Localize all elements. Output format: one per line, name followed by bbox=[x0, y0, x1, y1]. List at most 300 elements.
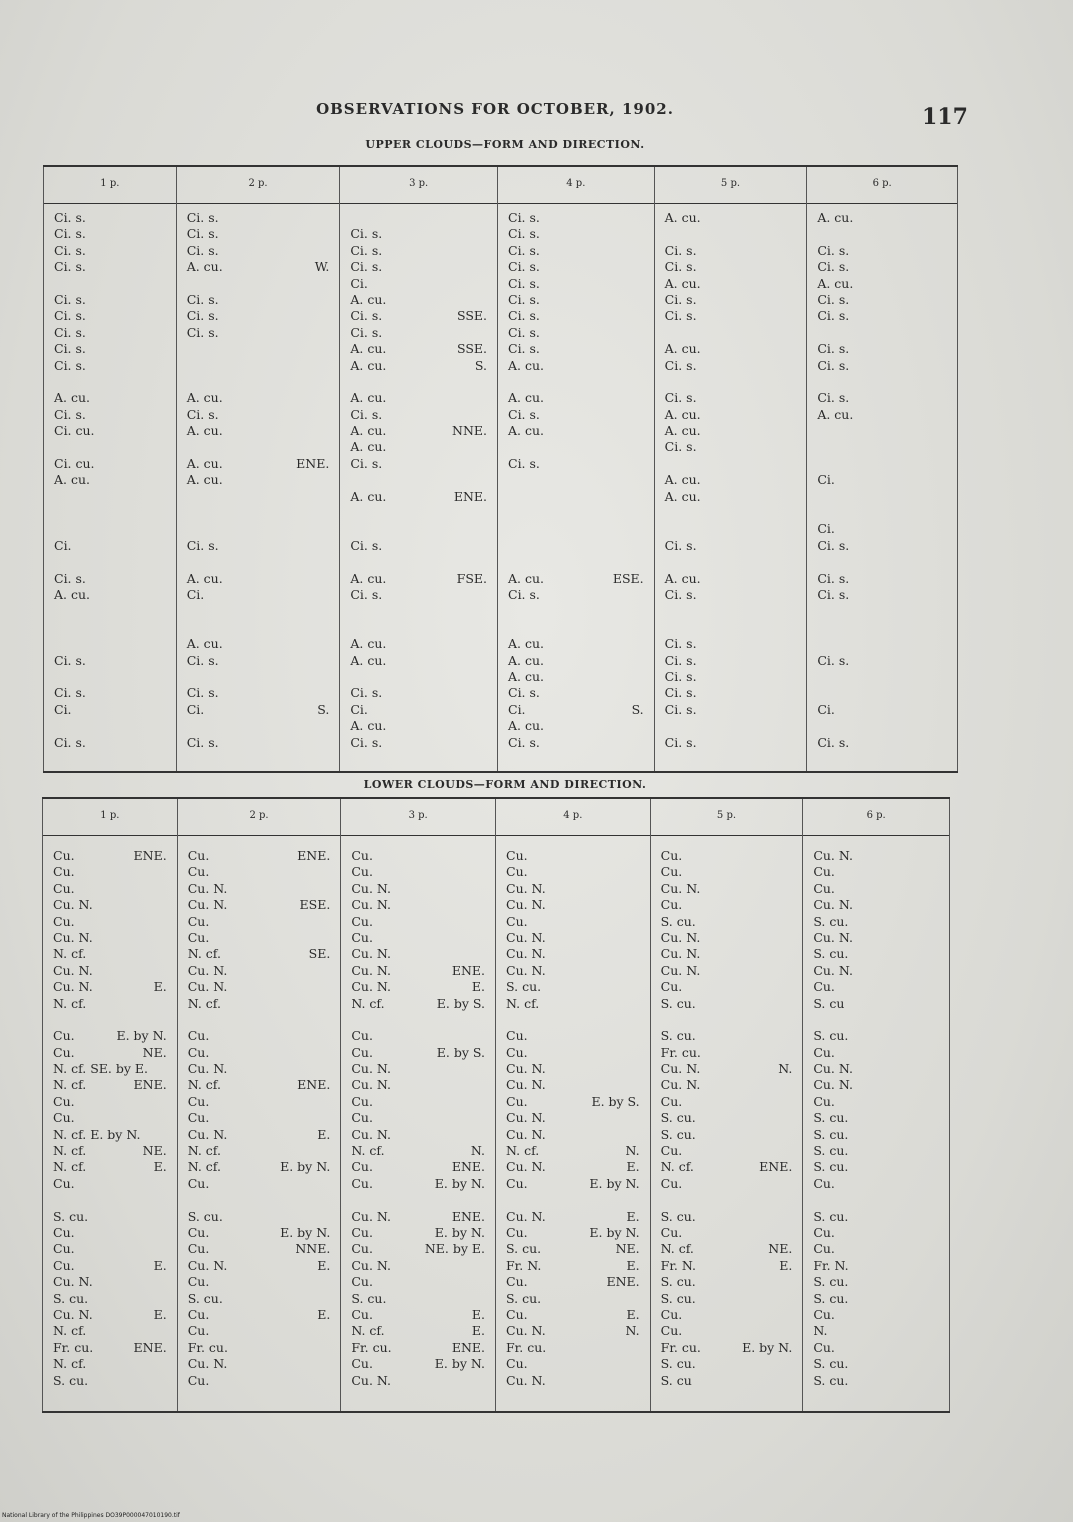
table-row bbox=[54, 210, 168, 226]
cloud-form: Cu. N. bbox=[506, 1126, 546, 1142]
cloud-direction bbox=[329, 571, 331, 587]
table-row bbox=[350, 669, 489, 685]
cloud-direction bbox=[939, 1291, 941, 1307]
cloud-direction bbox=[330, 1045, 332, 1061]
cloud-form: Cu. bbox=[660, 897, 683, 913]
cloud-form: N. cf. bbox=[187, 946, 221, 962]
cloud-form: Cu. bbox=[187, 1323, 210, 1339]
cloud-direction bbox=[485, 1094, 487, 1110]
cloud-form: N. cf. bbox=[351, 995, 385, 1011]
table-row bbox=[187, 226, 332, 242]
table-row bbox=[187, 735, 332, 751]
cloud-direction bbox=[644, 669, 646, 685]
cloud-direction bbox=[792, 1356, 794, 1372]
cloud-direction bbox=[487, 390, 489, 406]
cloud-direction bbox=[644, 521, 646, 537]
cloud-direction bbox=[947, 259, 949, 275]
cloud-direction: ENE. bbox=[133, 1339, 167, 1355]
cloud-form: Fr. N. bbox=[506, 1257, 542, 1273]
cloud-direction bbox=[166, 456, 168, 472]
cloud-direction: SSE. bbox=[456, 308, 487, 324]
table-row bbox=[813, 864, 941, 880]
cloud-form: A. cu. bbox=[350, 652, 387, 668]
table-row bbox=[54, 587, 168, 603]
cloud-form: Ci. s. bbox=[186, 734, 219, 750]
cloud-form: Cu. bbox=[53, 1224, 75, 1240]
cloud-direction bbox=[640, 848, 642, 864]
table-row bbox=[813, 1012, 941, 1028]
table-row bbox=[54, 292, 168, 308]
table-row bbox=[188, 1274, 333, 1290]
table-row bbox=[53, 946, 169, 962]
table-row bbox=[187, 718, 332, 734]
cloud-form: Cu. N. bbox=[351, 962, 392, 978]
cloud-form: Cu. bbox=[351, 1044, 373, 1060]
table-row bbox=[351, 1373, 487, 1389]
cloud-form: Cu. N. bbox=[813, 897, 853, 913]
table-row bbox=[187, 341, 332, 357]
cloud-direction bbox=[644, 603, 646, 619]
cloud-form: Ci. s. bbox=[508, 210, 540, 225]
cloud-direction bbox=[640, 1356, 642, 1372]
cloud-direction bbox=[329, 439, 331, 455]
cloud-direction bbox=[166, 226, 168, 242]
cloud-form: Cu. bbox=[813, 1306, 835, 1322]
table-row bbox=[53, 848, 169, 864]
cloud-form: S. cu. bbox=[351, 1290, 387, 1306]
cloud-form: Fr. cu. bbox=[351, 1339, 392, 1355]
cloud-direction bbox=[947, 718, 949, 734]
table-row bbox=[54, 358, 168, 374]
lower-clouds-table bbox=[42, 797, 950, 1413]
table-row bbox=[187, 669, 332, 685]
cloud-direction bbox=[329, 423, 331, 439]
cloud-form: Ci. s. bbox=[664, 242, 697, 258]
cloud-form: Cu. N. bbox=[506, 1077, 546, 1093]
cloud-form: Cu. N. bbox=[351, 1257, 392, 1273]
table-row bbox=[813, 1274, 941, 1290]
cloud-direction bbox=[947, 505, 949, 521]
table-row bbox=[187, 325, 332, 341]
cloud-direction bbox=[796, 571, 798, 587]
cloud-form: Cu. N. bbox=[506, 946, 546, 962]
cloud-direction bbox=[644, 308, 646, 324]
table-row bbox=[817, 587, 949, 603]
cloud-direction bbox=[939, 1225, 941, 1241]
cloud-form: N. cf. bbox=[53, 1077, 87, 1093]
table-row bbox=[817, 571, 949, 587]
cloud-form: A. cu. bbox=[664, 275, 701, 291]
column-header: 4 p. bbox=[498, 167, 654, 204]
cloud-direction bbox=[330, 1028, 332, 1044]
table-row bbox=[54, 276, 168, 292]
cloud-direction bbox=[939, 1045, 941, 1061]
table-row bbox=[665, 587, 799, 603]
cloud-form: Cu. bbox=[351, 1093, 373, 1109]
cloud-form: Cu. N. bbox=[187, 1257, 228, 1273]
table-row bbox=[506, 1209, 642, 1225]
table-row bbox=[508, 538, 646, 554]
cloud-form: Ci. s. bbox=[508, 406, 540, 422]
table-row bbox=[53, 864, 169, 880]
table-row bbox=[665, 669, 799, 685]
cloud-direction bbox=[939, 1094, 941, 1110]
table-row bbox=[188, 914, 333, 930]
cloud-form: Cu. bbox=[506, 1093, 528, 1109]
cloud-form: S. cu. bbox=[660, 1208, 696, 1224]
cloud-direction bbox=[640, 1127, 642, 1143]
cloud-form: Cu. N. bbox=[506, 1061, 546, 1077]
table-row bbox=[665, 292, 799, 308]
cloud-form: Cu. N. bbox=[351, 1126, 392, 1142]
cloud-direction bbox=[947, 571, 949, 587]
cloud-direction bbox=[640, 1291, 642, 1307]
cloud-direction bbox=[792, 1291, 794, 1307]
cloud-form: Cu. bbox=[506, 1224, 528, 1240]
table-row bbox=[53, 1110, 169, 1126]
lower-clouds-subtitle: LOWER CLOUDS—FORM AND DIRECTION. bbox=[363, 778, 647, 791]
table-row bbox=[661, 1307, 795, 1323]
cloud-direction: ESE. bbox=[299, 897, 331, 913]
cloud-form: A. cu. bbox=[350, 488, 387, 504]
cloud-direction bbox=[487, 325, 489, 341]
table-row bbox=[508, 653, 646, 669]
cloud-direction bbox=[166, 308, 168, 324]
cloud-form: A. cu. bbox=[508, 636, 544, 652]
cloud-form: Cu. bbox=[187, 848, 210, 863]
cloud-direction: E. bbox=[153, 1257, 167, 1273]
table-row bbox=[350, 390, 489, 406]
table-row bbox=[508, 243, 646, 259]
cloud-direction bbox=[796, 620, 798, 636]
table-row bbox=[54, 456, 168, 472]
table-row bbox=[350, 308, 489, 324]
table-row bbox=[350, 423, 489, 439]
cloud-form: Ci. s. bbox=[664, 652, 697, 668]
cloud-direction: E. bbox=[153, 1306, 167, 1322]
cloud-form: N. cf. SE. by E. bbox=[53, 1061, 148, 1077]
cloud-direction bbox=[640, 1077, 642, 1093]
cloud-form: Cu. bbox=[187, 1175, 210, 1191]
table-row bbox=[508, 407, 646, 423]
table-row bbox=[187, 390, 332, 406]
table-row bbox=[188, 1241, 333, 1257]
cloud-direction bbox=[485, 1258, 487, 1274]
cloud-form: Cu. N. bbox=[660, 880, 701, 896]
table-row bbox=[817, 685, 949, 701]
table-row bbox=[665, 489, 799, 505]
table-row bbox=[188, 996, 333, 1012]
cloud-form: Ci. bbox=[508, 701, 526, 717]
cloud-form: Ci. bbox=[186, 586, 205, 602]
cloud-form: Cu. bbox=[187, 913, 210, 929]
cloud-direction: N. bbox=[625, 1143, 640, 1159]
cloud-form: N. cf. bbox=[506, 995, 540, 1011]
cloud-direction bbox=[644, 407, 646, 423]
table-row bbox=[350, 472, 489, 488]
cloud-direction bbox=[329, 587, 331, 603]
cloud-form: Ci. s. bbox=[54, 210, 86, 225]
cloud-direction bbox=[792, 1307, 794, 1323]
cloud-form: Fr. cu. bbox=[187, 1339, 228, 1355]
table-row bbox=[813, 1323, 941, 1339]
table-row bbox=[350, 341, 489, 357]
table-row bbox=[508, 571, 646, 587]
table-row bbox=[53, 1356, 169, 1372]
cloud-form: Cu. bbox=[506, 913, 528, 929]
cloud-direction bbox=[329, 620, 331, 636]
cloud-direction bbox=[640, 996, 642, 1012]
cloud-direction bbox=[329, 521, 331, 537]
cloud-direction bbox=[330, 914, 332, 930]
table-row bbox=[350, 718, 489, 734]
column-header: 6 p. bbox=[803, 799, 949, 836]
cloud-direction bbox=[329, 325, 331, 341]
cloud-form: N. bbox=[813, 1323, 828, 1339]
cloud-direction bbox=[939, 1241, 941, 1257]
cloud-direction: E. bbox=[471, 979, 485, 995]
cloud-direction bbox=[487, 603, 489, 619]
cloud-direction bbox=[487, 276, 489, 292]
table-row bbox=[350, 653, 489, 669]
cloud-form: N. cf. bbox=[660, 1159, 694, 1175]
cloud-direction bbox=[166, 407, 168, 423]
table-row bbox=[661, 848, 795, 864]
table-row bbox=[350, 292, 489, 308]
cloud-form: Cu. bbox=[351, 1175, 373, 1191]
cloud-direction bbox=[792, 897, 794, 913]
cloud-form: Cu. N. bbox=[506, 1323, 546, 1339]
cloud-form: Cu. bbox=[813, 979, 835, 995]
cloud-form: N. cf. bbox=[187, 1159, 221, 1175]
cloud-direction bbox=[644, 325, 646, 341]
table-row bbox=[506, 1127, 642, 1143]
cloud-direction bbox=[166, 276, 168, 292]
table-row bbox=[661, 1373, 795, 1389]
cloud-direction bbox=[166, 587, 168, 603]
cloud-direction bbox=[947, 456, 949, 472]
cloud-form: N. cf. bbox=[187, 1143, 221, 1159]
cloud-form: S. cu. bbox=[187, 1290, 223, 1306]
table-row bbox=[188, 1176, 333, 1192]
cloud-form: Cu. N. bbox=[53, 929, 93, 945]
cloud-form: Cu. bbox=[660, 1323, 683, 1339]
cloud-direction bbox=[330, 1061, 332, 1077]
table-row bbox=[188, 897, 333, 913]
table-row bbox=[817, 669, 949, 685]
cloud-form: Cu. bbox=[660, 864, 683, 880]
table-row bbox=[54, 554, 168, 570]
cloud-form: A. cu. bbox=[508, 668, 544, 684]
cloud-direction bbox=[939, 1323, 941, 1339]
cloud-form: A. cu. bbox=[664, 341, 701, 357]
cloud-direction bbox=[947, 669, 949, 685]
cloud-form: Cu. bbox=[660, 1224, 683, 1240]
table-row bbox=[661, 1127, 795, 1143]
cloud-direction bbox=[644, 472, 646, 488]
cloud-direction bbox=[796, 243, 798, 259]
table-row bbox=[188, 1127, 333, 1143]
table-row bbox=[188, 1225, 333, 1241]
cloud-direction bbox=[939, 1209, 941, 1225]
cloud-form: Cu. bbox=[187, 1044, 210, 1060]
cloud-direction bbox=[166, 653, 168, 669]
cloud-direction: E. by N. bbox=[434, 1175, 485, 1191]
table-row bbox=[188, 979, 333, 995]
cloud-form: A. cu. bbox=[508, 652, 544, 668]
table-row bbox=[54, 505, 168, 521]
table-row bbox=[508, 685, 646, 701]
table-row bbox=[661, 1192, 795, 1208]
cloud-form: Ci. s. bbox=[186, 226, 219, 242]
cloud-form: A. cu. bbox=[186, 636, 223, 652]
table-row bbox=[661, 1356, 795, 1372]
table-row bbox=[188, 1291, 333, 1307]
cloud-direction bbox=[796, 226, 798, 242]
table-row bbox=[187, 702, 332, 718]
cloud-form: N. cf. E. by N. bbox=[53, 1126, 141, 1142]
cloud-form: Ci. bbox=[350, 701, 368, 717]
cloud-form: Ci. s. bbox=[664, 734, 697, 750]
cloud-direction bbox=[329, 636, 331, 652]
cloud-direction bbox=[792, 1077, 794, 1093]
table-row bbox=[188, 1061, 333, 1077]
table-row bbox=[506, 1061, 642, 1077]
cloud-direction bbox=[329, 374, 331, 390]
cloud-direction bbox=[330, 1143, 332, 1159]
cloud-direction bbox=[644, 685, 646, 701]
cloud-form: S. cu. bbox=[813, 1028, 849, 1044]
cloud-direction bbox=[796, 407, 798, 423]
table-row bbox=[506, 1356, 642, 1372]
cloud-direction bbox=[329, 489, 331, 505]
cloud-form: Cu. bbox=[506, 848, 528, 863]
cloud-direction: E. bbox=[153, 1159, 167, 1175]
cloud-direction bbox=[487, 669, 489, 685]
cloud-direction bbox=[939, 946, 941, 962]
table-row bbox=[188, 963, 333, 979]
cloud-direction bbox=[939, 897, 941, 913]
cloud-direction bbox=[330, 1356, 332, 1372]
cloud-direction bbox=[330, 1291, 332, 1307]
table-row bbox=[351, 1192, 487, 1208]
cloud-direction bbox=[166, 620, 168, 636]
table-row bbox=[665, 620, 799, 636]
cloud-form: Cu. bbox=[813, 1044, 835, 1060]
cloud-direction bbox=[166, 341, 168, 357]
cloud-direction bbox=[329, 407, 331, 423]
cloud-form: Cu. N. bbox=[506, 1159, 546, 1175]
table-row bbox=[661, 1176, 795, 1192]
cloud-form: S. cu. bbox=[660, 913, 696, 929]
cloud-direction bbox=[792, 1274, 794, 1290]
cloud-direction: S. bbox=[474, 357, 487, 373]
cloud-direction bbox=[939, 914, 941, 930]
cloud-direction: E. bbox=[317, 1257, 331, 1273]
table-row bbox=[661, 1143, 795, 1159]
cloud-form: N. cf. bbox=[187, 995, 221, 1011]
cloud-direction: NE. bbox=[768, 1241, 793, 1257]
cloud-form: Cu. bbox=[660, 848, 683, 863]
table-row bbox=[187, 489, 332, 505]
table-row bbox=[508, 390, 646, 406]
cloud-direction bbox=[796, 653, 798, 669]
cloud-direction bbox=[487, 735, 489, 751]
cloud-direction bbox=[947, 472, 949, 488]
table-row bbox=[187, 358, 332, 374]
upper-column bbox=[339, 167, 497, 771]
cloud-form: S. cu. bbox=[53, 1208, 89, 1224]
cloud-form: Cu. N. bbox=[53, 962, 93, 978]
table-row bbox=[817, 210, 949, 226]
table-row bbox=[53, 1307, 169, 1323]
cloud-form: A. cu. bbox=[817, 406, 854, 422]
table-row bbox=[508, 702, 646, 718]
cloud-direction bbox=[947, 210, 949, 226]
cloud-direction bbox=[796, 325, 798, 341]
cloud-direction bbox=[485, 946, 487, 962]
cloud-form: Cu. N. bbox=[506, 897, 546, 913]
cloud-form: N. cf. bbox=[53, 1159, 87, 1175]
cloud-direction bbox=[329, 210, 331, 226]
table-row bbox=[350, 489, 489, 505]
table-row bbox=[53, 914, 169, 930]
table-row bbox=[54, 423, 168, 439]
cloud-form: S. cu. bbox=[660, 1028, 696, 1044]
cloud-direction bbox=[487, 702, 489, 718]
table-row bbox=[54, 390, 168, 406]
table-row bbox=[351, 848, 487, 864]
cloud-direction bbox=[330, 1373, 332, 1389]
cloud-direction: ENE. bbox=[133, 848, 167, 863]
cloud-form: Ci. s. bbox=[664, 586, 697, 602]
cloud-form: Cu. bbox=[53, 864, 75, 880]
cloud-form: S. cu. bbox=[506, 1241, 542, 1257]
table-row bbox=[351, 930, 487, 946]
cloud-direction bbox=[644, 653, 646, 669]
table-row bbox=[54, 603, 168, 619]
cloud-direction bbox=[796, 636, 798, 652]
cloud-form: Cu. bbox=[351, 1274, 373, 1290]
cloud-direction bbox=[487, 505, 489, 521]
table-row bbox=[188, 1373, 333, 1389]
table-row bbox=[188, 864, 333, 880]
cloud-form: A. cu. bbox=[186, 423, 223, 439]
cloud-form: Ci. s. bbox=[54, 734, 86, 750]
cloud-direction bbox=[485, 1028, 487, 1044]
cloud-direction: ENE. bbox=[451, 1339, 485, 1355]
cloud-direction bbox=[485, 897, 487, 913]
table-row bbox=[506, 979, 642, 995]
table-row bbox=[187, 554, 332, 570]
cloud-form: Cu. N. bbox=[813, 962, 853, 978]
cloud-form: N. cf. bbox=[53, 946, 87, 962]
cloud-direction bbox=[939, 996, 941, 1012]
cloud-form: Ci. s. bbox=[664, 668, 697, 684]
table-row bbox=[506, 1094, 642, 1110]
column-header: 5 p. bbox=[655, 167, 807, 204]
cloud-form: N. cf. bbox=[506, 1143, 540, 1159]
table-row bbox=[665, 374, 799, 390]
table-row bbox=[813, 1110, 941, 1126]
column-header: 2 p. bbox=[178, 799, 341, 836]
cloud-direction bbox=[640, 1012, 642, 1028]
table-row bbox=[351, 1274, 487, 1290]
cloud-form: Cu. N. bbox=[351, 1372, 392, 1388]
column-header: 6 p. bbox=[807, 167, 957, 204]
cloud-direction bbox=[796, 538, 798, 554]
cloud-form: Ci. s. bbox=[54, 291, 86, 307]
